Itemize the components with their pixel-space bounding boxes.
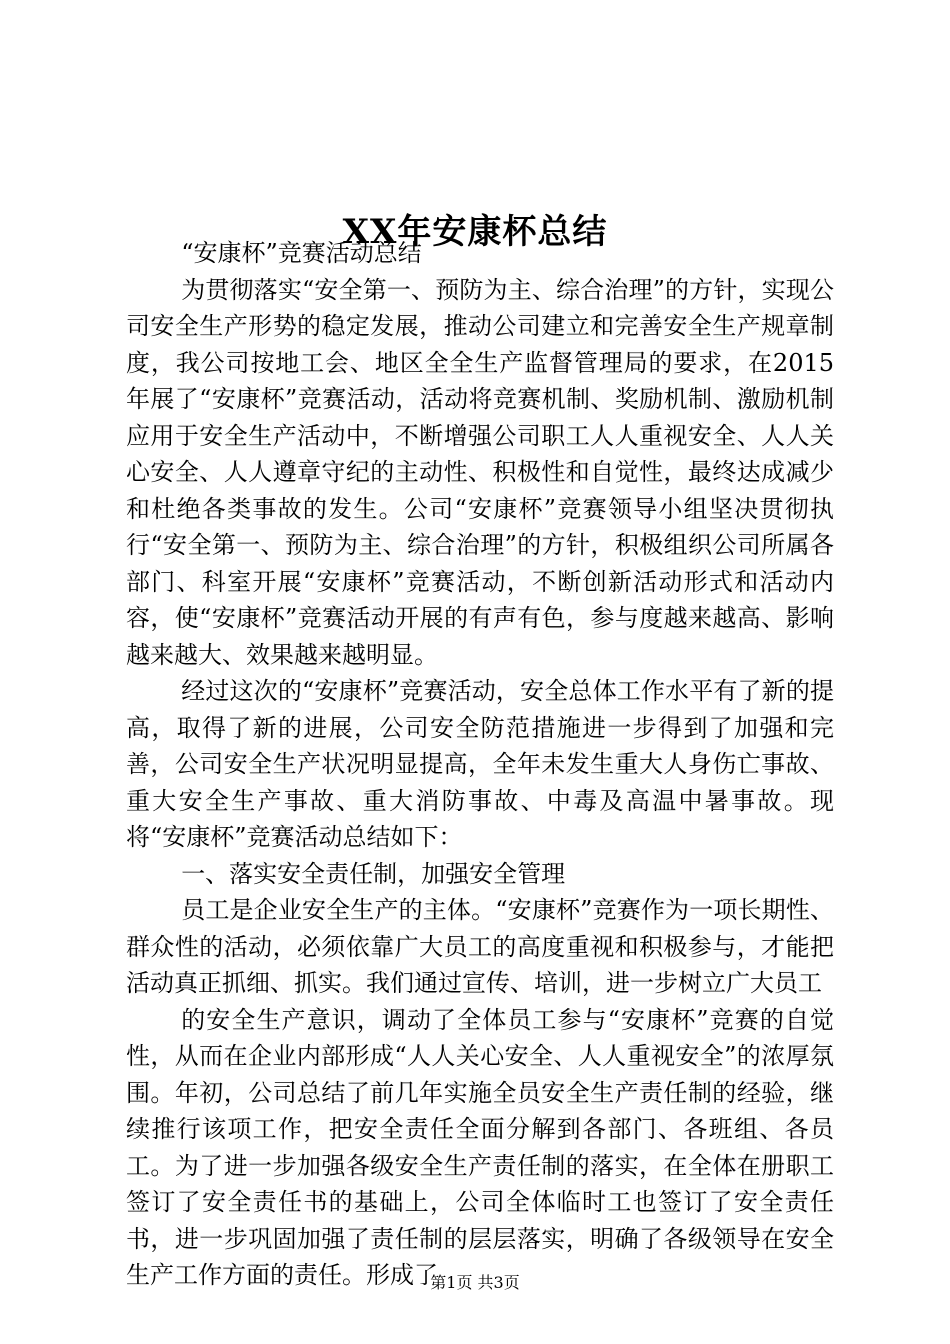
subtitle-paragraph: “安康杯”竞赛活动总结 xyxy=(181,239,422,267)
body-paragraph: 为贯彻落实“安全第一、预防为主、综合治理”的方针，实现公司安全生产形势的稳定发展，推动公司建立和完善安全生产规章制度，我公司按地工会、地区全全生产监督管理局的要求，在2015年展了“安康杯”竞赛活动，活动将竞赛机制、奖励机制、激励机制应用于安全生产活动中，不断增强公司职工人人重视安全、人人关心安全、人人遵章守纪的主动性、积极性和自觉性，最终达成减少和杜绝各类事故的发生。公司“安康杯”竞赛领导小组坚决贯彻执行“安全第一、预防为主、综合治理”的方针，积极组织公司所属各部门、科室开展“安康杯”竞赛活动，不断创新活动形式和活动内容，使“安康杯”竞赛活动开展的有声有色，参与度越来越高、影响越来越大、效果越来越明显。 xyxy=(126,275,834,669)
body-paragraph: 的安全生产意识，调动了全体员工参与“安康杯”竞赛的自觉性，从而在企业内部形成“人人关心安全、人人重视安全”的浓厚氛围。年初，公司总结了前几年实施全员安全生产责任制的经验，继续推行该项工作，把安全责任全面分解到各部门、各班组、各员工。为了进一步加强各级安全生产责任制的落实，在全体在册职工签订了安全责任书的基础上，公司全体临时工也签订了安全责任书，进一步巩固加强了责任制的层层落实，明确了各级领导在安全生产工作方面的责任。形成了 xyxy=(126,1005,834,1289)
section-heading: 一、落实安全责任制，加强安全管理 xyxy=(181,859,566,888)
page-number-footer: 第1页 共3页 xyxy=(430,1273,520,1292)
document-body xyxy=(126,235,834,1294)
body-paragraph: 经过这次的“安康杯”竞赛活动，安全总体工作水平有了新的提高，取得了新的进展，公司安全防范措施进一步得到了加强和完善，公司安全生产状况明显提高，全年未发生重大人身伤亡事故、重大安全生产事故、重大消防事故、中毒及高温中暑事故。现将“安康杯”竞赛活动总结如下： xyxy=(126,677,834,851)
body-paragraph: 员工是企业安全生产的主体。“安康杯”竞赛作为一项长期性、群众性的活动，必须依靠广大员工的高度重视和积极参与，才能把活动真正抓细、抓实。我们通过宣传、培训，进一步树立广大员工 xyxy=(126,896,834,997)
page-title: XX年安康杯总结 xyxy=(342,211,608,252)
